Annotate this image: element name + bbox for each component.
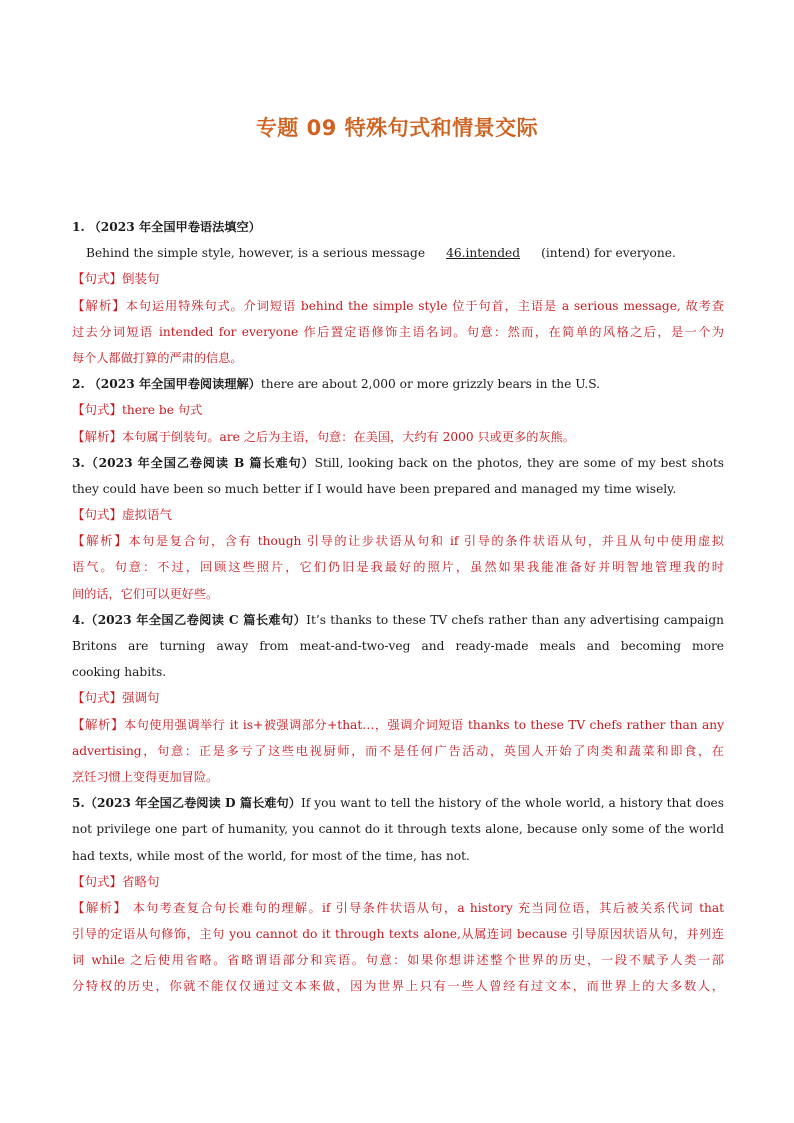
sentence-text: (intend) for everyone. <box>541 246 676 261</box>
analysis-label: 【解析】 <box>72 297 126 313</box>
sentence-text: If you want to tell the history of the whole world, a history that does <box>300 796 724 811</box>
analysis-text: 本句考查复合句长难句的理解。if 引导条件状语从句，a history 充当同位语，其后被关系代词 that <box>127 900 724 915</box>
type-label: 【句式】 <box>72 271 123 287</box>
question-4-analysis-line <box>72 712 724 738</box>
question-1-analysis-line: 每个人都做打算的严肃的信息。 <box>72 350 243 365</box>
sentence-text: there are about 2,000 or more grizzly bears in the U.S. <box>260 377 601 392</box>
question-source: （2023 年全国乙卷阅读 B 篇长难句） <box>84 455 315 470</box>
question-source: （2023 年全国乙卷阅读 D 篇长难句） <box>84 796 301 811</box>
question-1-analysis-line <box>72 293 724 319</box>
question-4-type <box>72 685 724 711</box>
analysis-text: 本句运用特殊句式。介词短语 behind the simple style 位于句首，主语是 a serious message, 故考查 <box>125 298 724 313</box>
question-5-analysis-line: 分特权的历史，你就不能仅仅通过文本来做，因为世界上只有一些人曾经有过文本，而世界上的大多数人， <box>72 979 724 994</box>
question-2-analysis-line <box>72 424 724 450</box>
question-3-sentence: they could have been so much better if I would have been prepared and managed my time wisely. <box>72 481 677 496</box>
question-4-sentence: Britons are turning away from meat-and-two-veg and ready-made meals and becoming more <box>72 639 724 653</box>
type-label: 【句式】 <box>72 507 123 523</box>
type-value: 省略句 <box>122 873 160 889</box>
question-2-type <box>72 397 724 423</box>
analysis-label: 【解析】 <box>72 716 124 732</box>
type-label: 【句式】 <box>72 873 123 889</box>
question-number: 4. <box>72 612 85 627</box>
question-3-header <box>72 450 724 476</box>
type-label: 【句式】 <box>72 690 123 706</box>
question-1-sentence <box>72 240 724 266</box>
type-value: 倒装句 <box>122 271 160 287</box>
question-3-analysis-line: 语气。句意：不过，回顾这些照片，它们仍旧是我最好的照片，虽然如果我能准备好并明智地管理我的时 <box>72 560 724 575</box>
analysis-text: 本句是复合句，含有 though 引导的让步状语从句和 if 引导的条件状语从句，并且从句中使用虚拟 <box>128 534 724 549</box>
question-5-type <box>72 869 724 895</box>
question-number: 1. <box>72 220 85 234</box>
question-number: 5. <box>72 796 85 811</box>
question-4-header <box>72 607 724 633</box>
question-3-analysis-line: 间的话，它们可以更好些。 <box>72 586 219 601</box>
question-5-analysis-line: 引导的定语从句修饰，主句 you cannot do it through texts alone,从属连词 because 引导原因状语从句，并列连 <box>72 927 724 942</box>
answer-blank: 46.intended <box>446 246 521 261</box>
question-4-sentence: cooking habits. <box>72 665 167 680</box>
question-5-header <box>72 790 724 816</box>
type-value: 强调句 <box>122 690 160 706</box>
type-value: there be 句式 <box>122 403 203 418</box>
question-4-analysis-line: 烹饪习惯上变得更加冒险。 <box>72 769 219 784</box>
sentence-text: Behind the simple style, however, is a serious message <box>86 246 426 261</box>
question-4-analysis-line: advertising，句意：正是多亏了这些电视厨师，而不是任何广告活动，英国人开始了肉类和蔬菜和即食，在 <box>72 743 724 758</box>
question-source: （2023 年全国甲卷阅读理解） <box>88 377 261 392</box>
question-1-analysis-line: 过去分词短语 intended for everyone 作后置定语修饰主语名词。句意：然而，在简单的风格之后，是一个为 <box>72 324 724 339</box>
analysis-text: 本句属于倒装句。are 之后为主语，句意：在美国，大约有 2000 只或更多的灰熊。 <box>122 429 575 444</box>
question-source: （2023 年全国甲卷语法填空） <box>88 220 261 234</box>
question-3-analysis-line <box>72 528 724 554</box>
question-2-header <box>72 371 724 397</box>
analysis-label: 【解析】 <box>72 428 123 444</box>
question-1-header <box>72 214 724 240</box>
analysis-label: 【解析】 <box>72 533 129 549</box>
type-value: 虚拟语气 <box>122 507 173 523</box>
type-label: 【句式】 <box>72 402 123 418</box>
question-5-analysis-line <box>72 895 724 921</box>
question-1-type <box>72 266 724 292</box>
page-title: 专题 09 特殊句式和情景交际 <box>255 116 539 140</box>
analysis-text: 本句使用强调举行 it is+被强调部分+that…，强调介词短语 thanks to these TV chefs rather than any <box>123 717 724 732</box>
question-number: 3. <box>72 455 85 470</box>
question-number: 2. <box>72 377 85 392</box>
sentence-text: Still, looking back on the photos, they are some of my best shots <box>314 455 724 470</box>
question-source: （2023 年全国乙卷阅读 C 篇长难句） <box>84 612 307 627</box>
question-5-sentence: had texts, while most of the world, for most of the time, has not. <box>72 848 470 863</box>
question-3-type <box>72 502 724 528</box>
question-5-sentence: not privilege one part of humanity, you cannot do it through texts alone, because only some of the world <box>72 822 724 837</box>
sentence-text: It’s thanks to these TV chefs rather than any advertising campaign <box>306 612 724 627</box>
analysis-label: 【解析】 <box>72 899 128 915</box>
question-5-analysis-line: 词 while 之后使用省略。省略谓语部分和宾语。句意：如果你想讲述整个世界的历史，一段不赋予人类一部 <box>72 953 724 968</box>
document-body <box>72 214 724 1000</box>
